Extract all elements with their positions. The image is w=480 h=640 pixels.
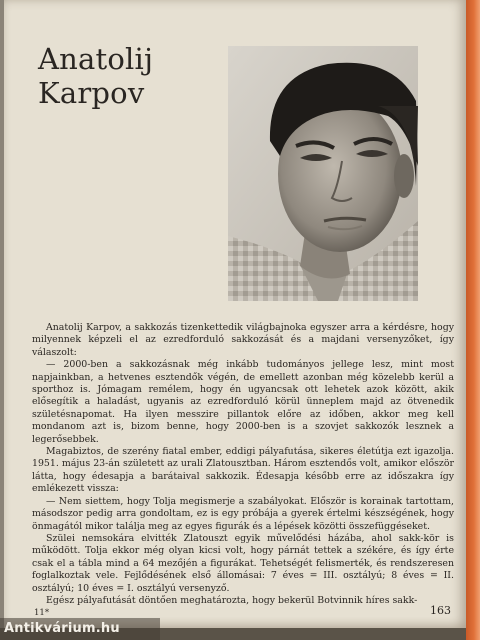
paragraph-intro: Anatolij Karpov, a sakkozás tizenkettedik világbajnoka egyszer arra a kérdésre, hogy milyennek képzeli el az ezredforduló sakkozását és a majdani versenyzőket, így válaszolt:	[32, 322, 454, 358]
paragraph-biography: Magabiztos, de szerény fiatal ember, eddigi pályafutása, sikeres életútja ezt igazolja. 1951. május 23-án született az urali Zlatousztban. Három esztendős volt, amikor először látta, hogy édesapja a barátaival sakkozik. Édesapja később erre az időszakra így emlékezett vissza:	[32, 446, 454, 495]
book-page	[4, 0, 466, 628]
paragraph-botvinnik: Egész pályafutását döntően meghatározta, hogy bekerül Botvinnik híres sakk-	[46, 594, 418, 606]
page-number: 163	[430, 604, 451, 617]
printer-signature: 11*	[34, 608, 50, 618]
page-title	[38, 42, 208, 110]
paragraph-chess-club: Szülei nemsokára elvitték Zlatouszt egyik művelődési házába, ahol sakk-kör is működött. Tolja ekkor még olyan kicsi volt, hogy párnát tettek a székére, és így érte csak el a tábla mind a 64 mezőjén a figurákat. Tehetségét felismerték, és rendszeresen foglalkoztak vele. Fejlődésének első állomásai: 7 éves = III. osztályú; 8 éves = II. osztályú; 10 éves = I. osztályú versenyző.	[32, 532, 454, 594]
watermark-logo: Antikvárium.hu	[0, 618, 160, 640]
paragraph-quote-2000: — 2000-ben a sakkozásnak még inkább tudományos jellege lesz, mint most napjainkban, a hetvenes esztendők végén, de emellett azonban még közelebb kerül a sporthoz is. Jómagam remélem, hogy én ugyancsak ott lehetek azok között, akik elősegítik a haladást, ugyanis az ezredforduló körül ünneplem majd az ötvenedik születésnapomat. Ha ilyen messzire pillantok előre az időben, akkor meg kell mondanom azt is, bizom benne, hogy 2000-ben is a szovjet sakkozók lesznek a legerősebbek.	[32, 359, 454, 445]
title-last-name: Karpov	[38, 76, 145, 110]
article-body	[32, 322, 454, 607]
book-cover-edge	[466, 0, 480, 640]
paragraph-father-quote: — Nem siettem, hogy Tolja megismerje a szabályokat. Először is korainak tartottam, másodszor pedig arra gondoltam, ez is egy próbája a gyerek értelmi készségének, hogy önmagától mikor találja meg az egyes figurák és a lépések közötti összefüggéseket.	[32, 495, 454, 532]
portrait-image	[228, 46, 418, 301]
portrait-photo	[228, 46, 418, 301]
title-first-name: Anatolij	[38, 42, 154, 76]
